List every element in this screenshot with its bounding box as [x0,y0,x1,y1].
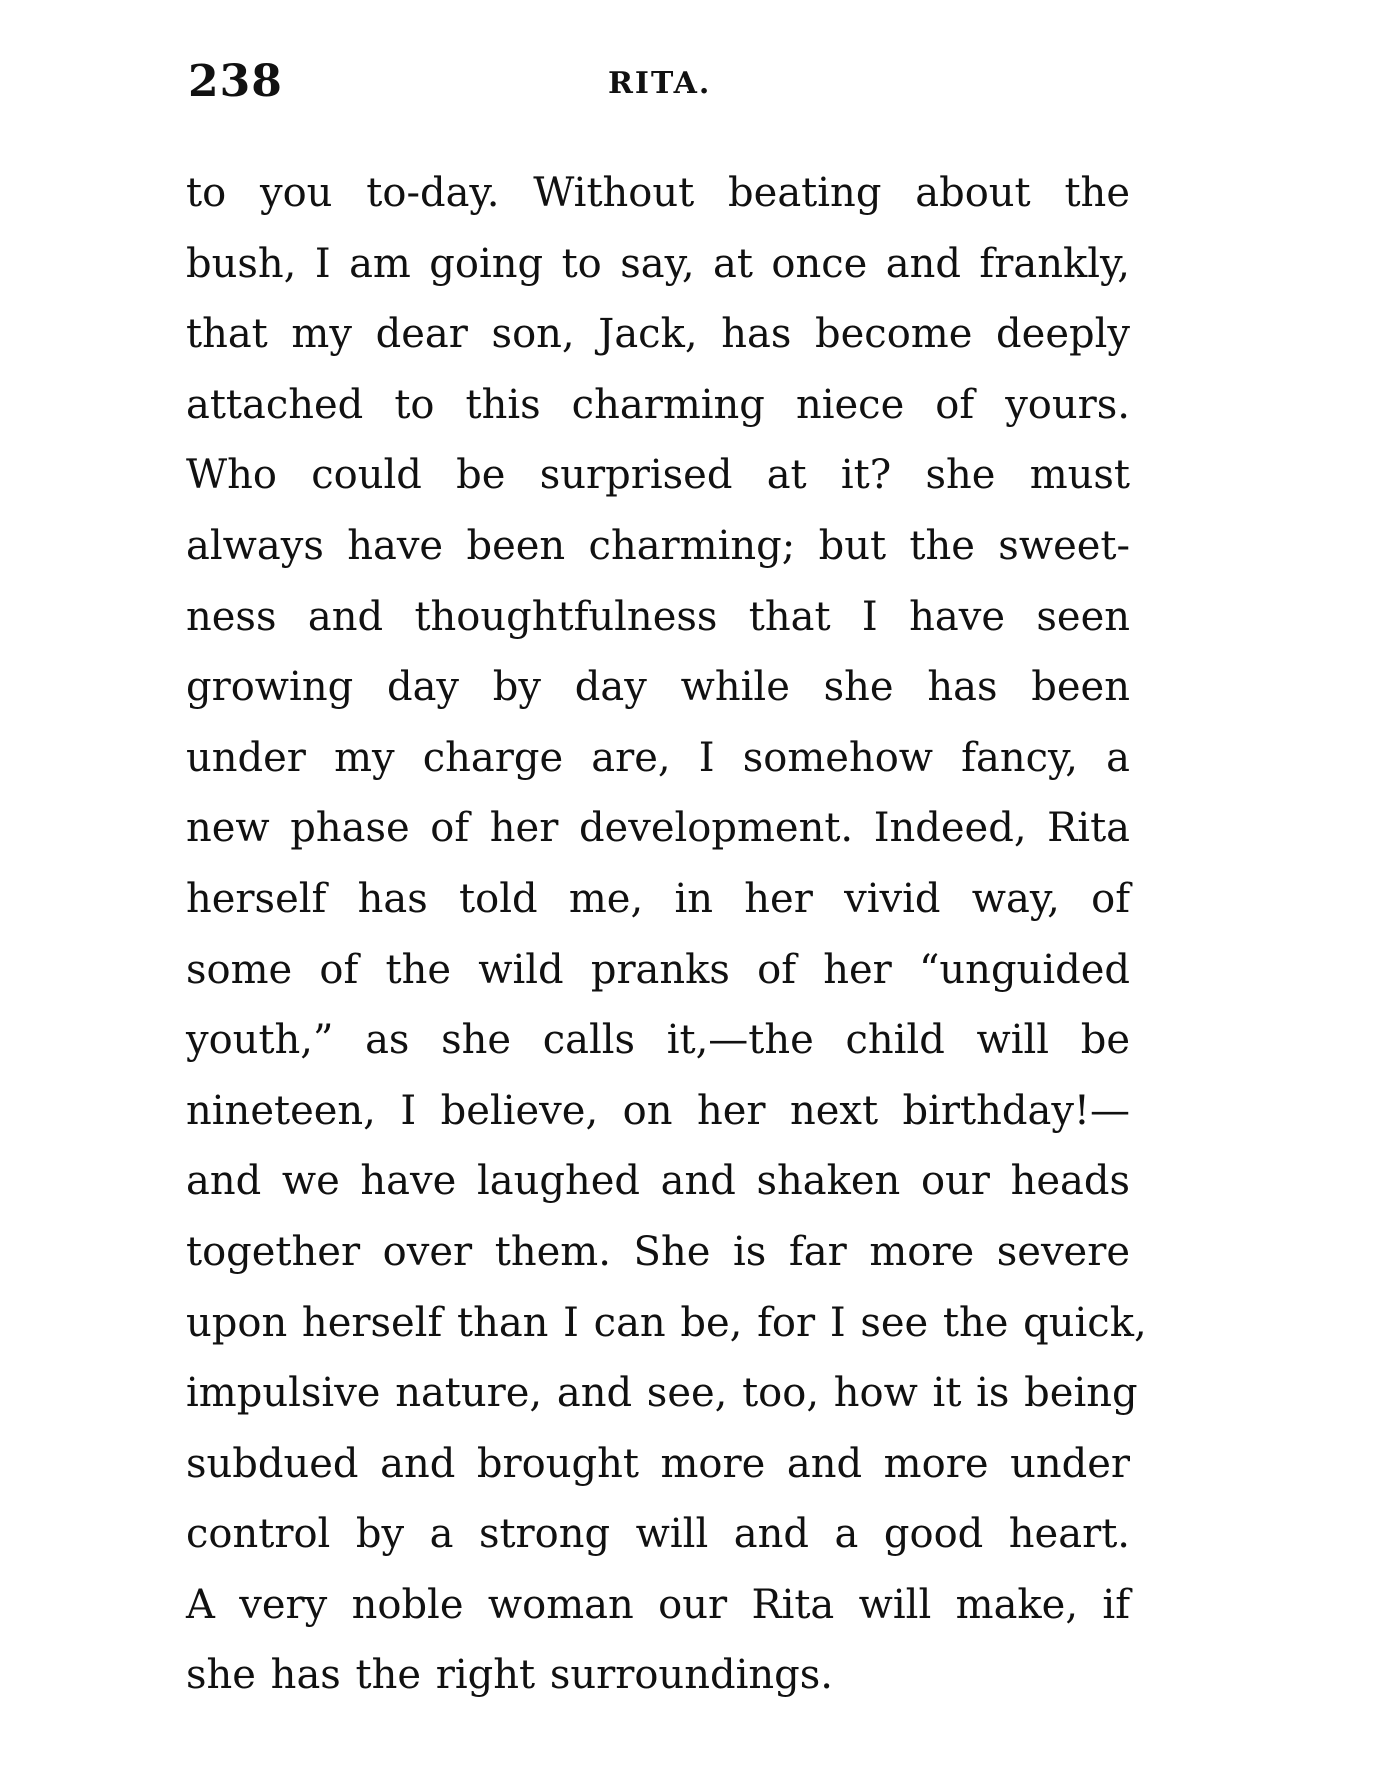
text-line: bush, I am going to say, at once and frankly, [186,240,1130,287]
text-line: to you to-day. Without beating about the [186,170,1130,216]
text-line: ness and thoughtfulness that I have seen [186,593,1130,640]
text-line: together over them. She is far more severe [186,1228,1130,1275]
text-line: growing day by day while she has been [186,664,1130,711]
text-line: and we have laughed and shaken our heads [186,1158,1130,1205]
running-title: RITA. [608,66,712,101]
text-line: upon herself than I can be, for I see the quick, [186,1299,1147,1346]
text-line: always have been charming; but the sweet- [186,522,1130,569]
text-line: that my dear son, Jack, has become deeply [186,311,1130,358]
text-line: youth,” as she calls it,—the child will be [186,1017,1130,1064]
text-line: herself has told me, in her vivid way, of [186,875,1130,922]
page-number: 238 [188,56,283,107]
text-line: some of the wild pranks of her “unguided [186,946,1130,993]
text-line: attached to this charming niece of yours. [186,381,1130,428]
text-line: under my charge are, I somehow fancy, a [186,734,1130,781]
text-line: A very noble woman our Rita will make, if [186,1581,1130,1628]
page-header [188,56,1128,116]
text-line: nineteen, I believe, on her next birthday!— [186,1087,1130,1134]
text-line: control by a strong will and a good heart. [186,1511,1130,1558]
text-line: Who could be surprised at it? she must [186,452,1130,499]
text-line-last: she has the right surroundings. [186,1652,833,1699]
text-line: subdued and brought more and more under [186,1440,1130,1487]
body-text [186,158,1147,1711]
text-line: impulsive nature, and see, too, how it is being [186,1370,1138,1417]
text-line: new phase of her development. Indeed, Rita [186,805,1130,852]
